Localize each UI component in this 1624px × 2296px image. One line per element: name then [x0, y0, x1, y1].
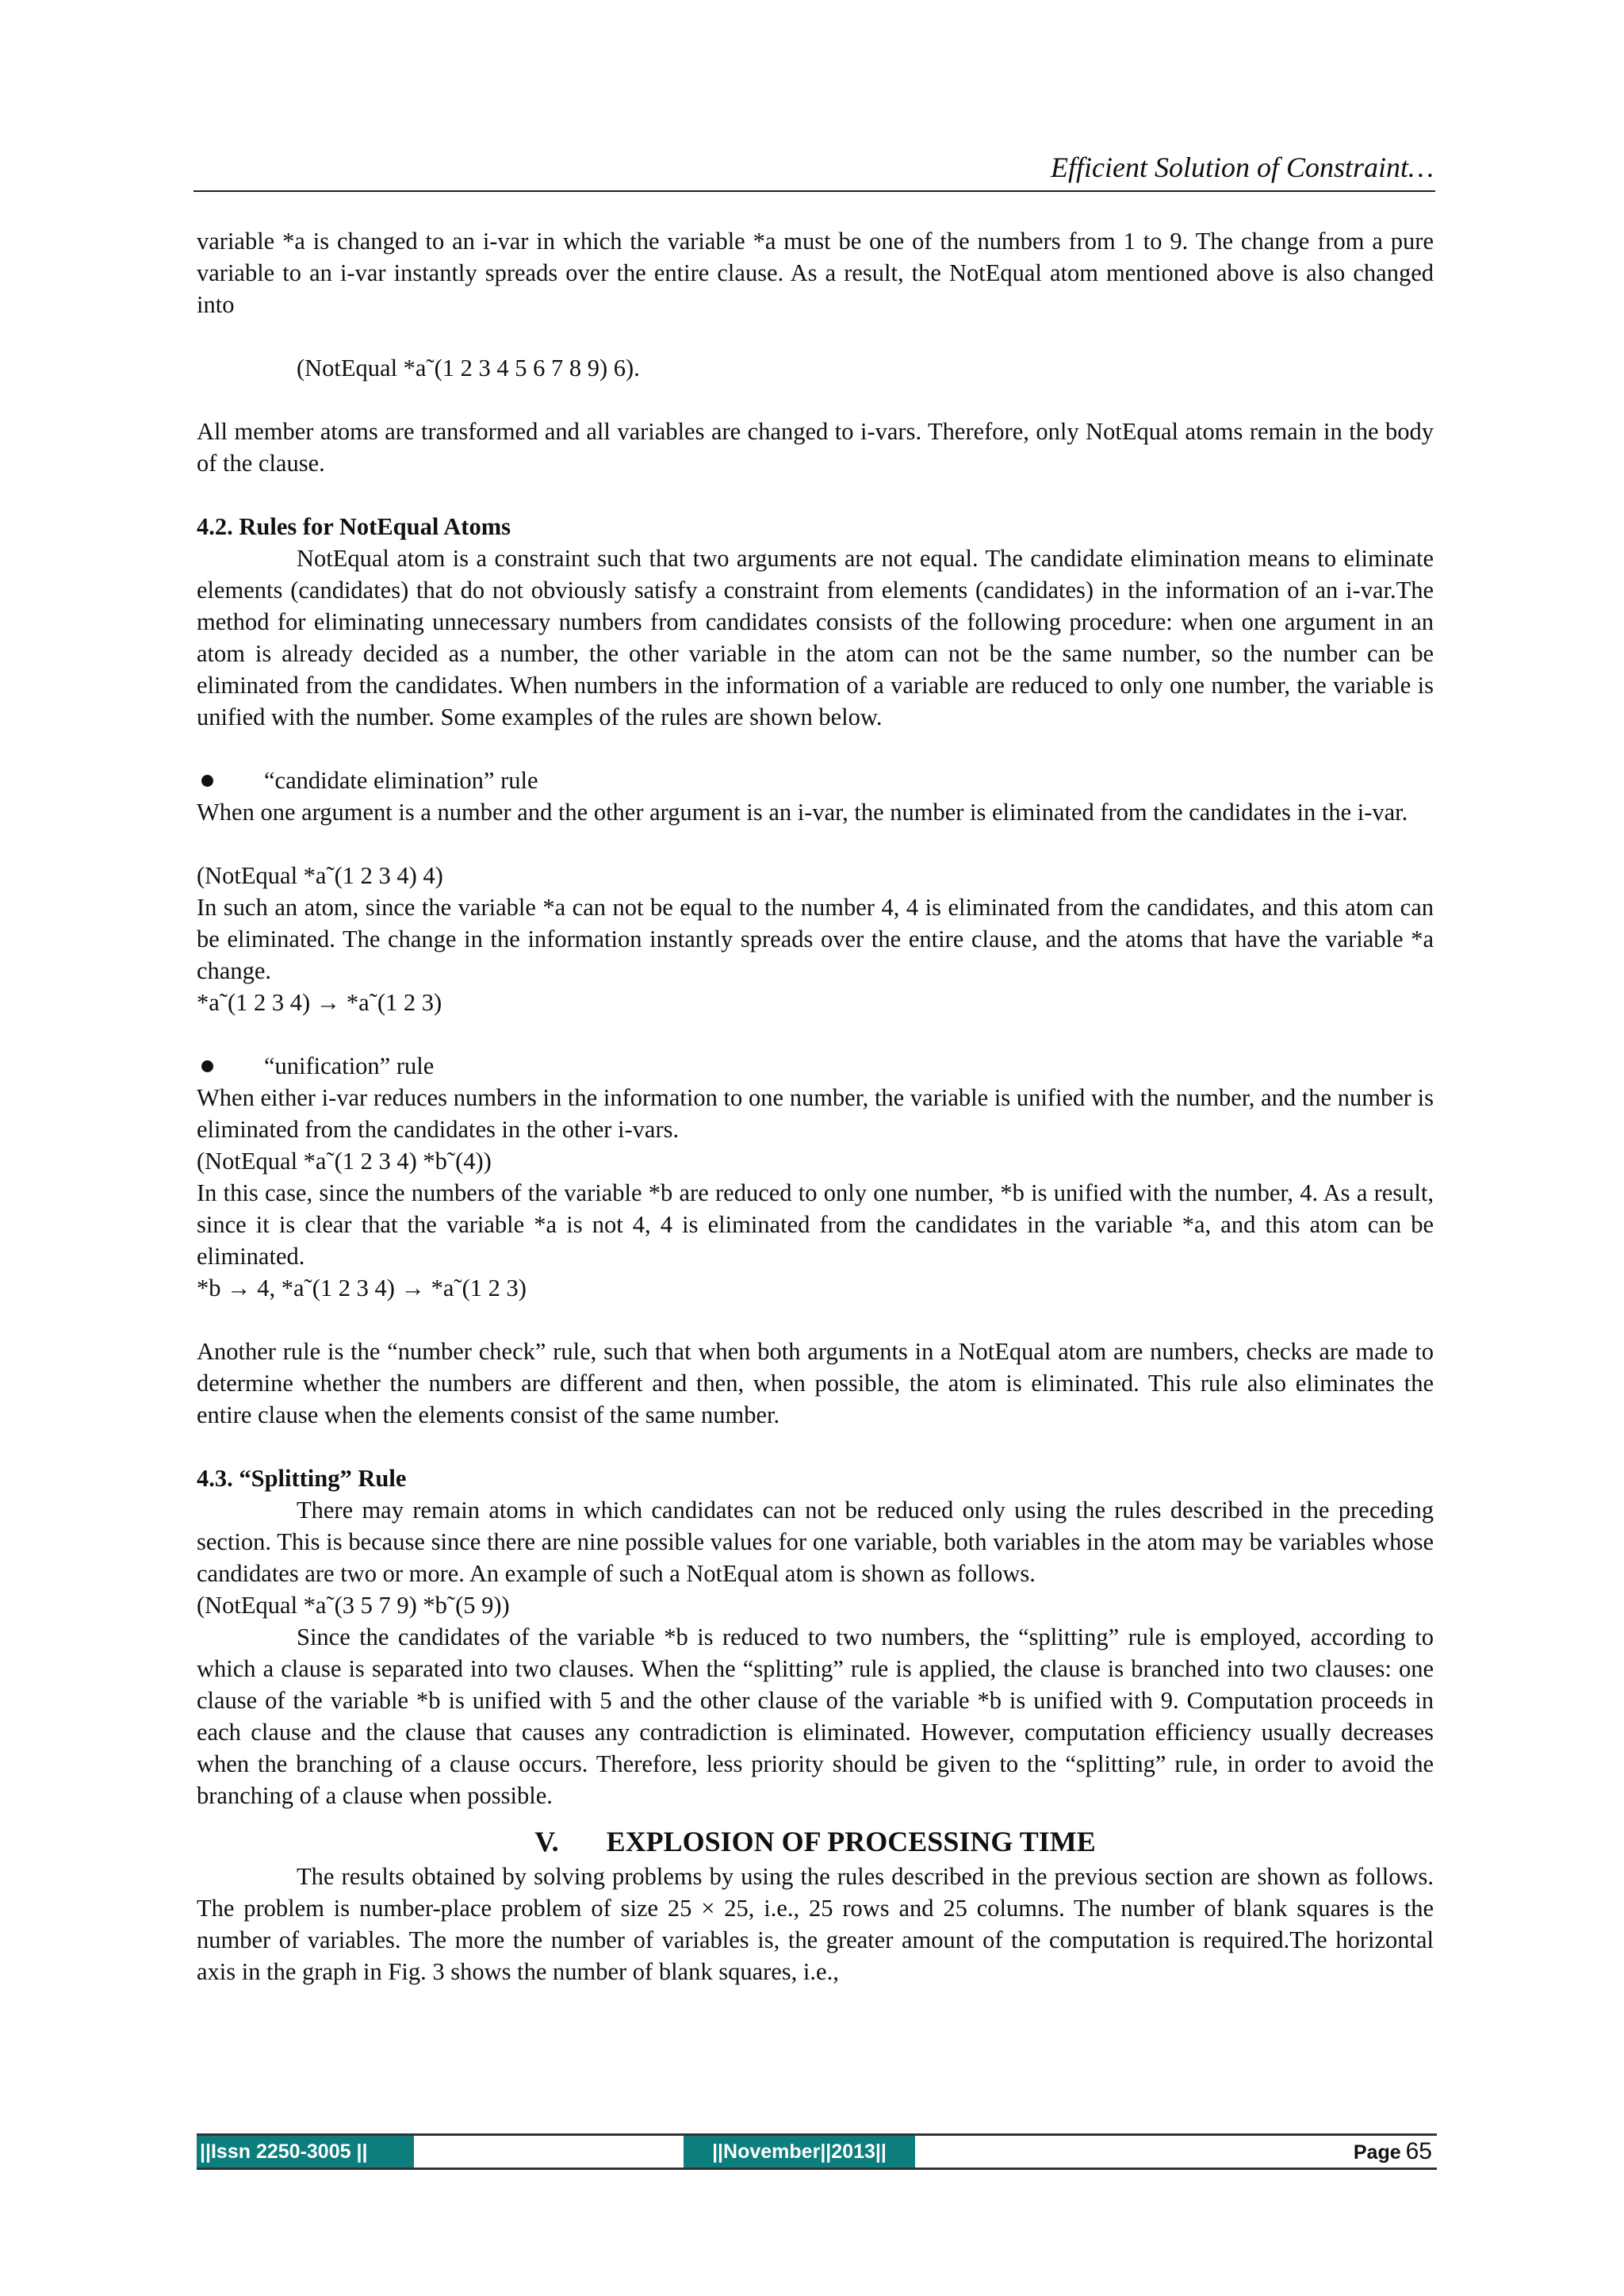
header-rule	[193, 190, 1435, 192]
bullet-label: “candidate elimination” rule	[264, 767, 538, 794]
paragraph: NotEqual atom is a constraint such that two arguments are not equal. The candidate elimination means to eliminate elements (candidates) that do not obviously satisfy a constraint from elements (candidates) in the information of an i-var.The method for eliminating unnecessary numbers from candidates consists of the following procedure: when one argument in an atom is already decided as a number, the other variable in the atom can not be the same number, so the number can be eliminated from the candidates. When numbers in the information of a variable are reduced to only one number, the variable is unified with the number. Some examples of the rules are shown below.	[197, 545, 1434, 730]
paragraph: Another rule is the “number check” rule, such that when both arguments in a NotEqual atom are numbers, checks are made to determine whether the numbers are different and then, when possible, the atom is eliminated. This rule also eliminates the entire clause when the elements consist of the same number.	[197, 1338, 1434, 1428]
bullet-item	[197, 1050, 1434, 1082]
bullet-item	[197, 765, 1434, 796]
paragraph: In this case, since the numbers of the variable *b are reduced to only one number, *b is unified with the number, 4. As a result, since it is clear that the variable *a is not 4, 4 is eliminated from the candidates in the variable *a, and this atom can be eliminated.	[197, 1179, 1434, 1270]
section-number: V.	[534, 1826, 559, 1857]
paragraph: variable *a is changed to an i-var in which the variable *a must be one of the numbers from 1 to 9. The change from a pure variable to an i-var instantly spreads over the entire clause. As a result, the NotEqual atom mentioned above is also changed into	[197, 228, 1434, 318]
bullet-icon	[201, 775, 213, 787]
body-text	[197, 225, 1434, 1987]
paragraph: When either i-var reduces numbers in the information to one number, the variable is unified with the number, and the number is eliminated from the candidates in the other i-vars.	[197, 1084, 1434, 1143]
subsection-heading-4-2: 4.2. Rules for NotEqual Atoms	[197, 513, 511, 540]
paragraph: In such an atom, since the variable *a can not be equal to the number 4, 4 is eliminated from the candidates, and this atom can be eliminated. The change in the information instantly spreads over the entire clause, and the atoms that have the variable *a change.	[197, 894, 1434, 984]
bullet-icon	[201, 1060, 213, 1072]
page-label: Page	[1353, 2141, 1401, 2164]
section-heading-5	[197, 1824, 1434, 1859]
page-number	[1354, 2138, 1437, 2165]
footer-issn: ||Issn 2250-3005 ||	[197, 2136, 414, 2168]
subsection-heading-4-3: 4.3. “Splitting” Rule	[197, 1465, 407, 1492]
formula: (NotEqual *a˜(1 2 3 4) *b˜(4))	[197, 1148, 492, 1175]
paragraph: Since the candidates of the variable *b is reduced to two numbers, the “splitting” rule is employed, according to which a clause is separated into two clauses. When the “splitting” rule is applied, the clause is branched into two clauses: one clause of the variable *b is unified with 5 and the other clause of the variable *b is unified with 9. Computation proceeds in each clause and the clause that causes any contradiction is eliminated. However, computation efficiency usually decreases when the branching of a clause occurs. Therefore, less priority should be given to the “splitting” rule, in order to avoid the branching of a clause when possible.	[197, 1623, 1434, 1809]
paragraph: The results obtained by solving problems by using the rules described in the previous section are shown as follows. The problem is number-place problem of size 25 × 25, i.e., 25 rows and 25 columns. The number of blank squares is the number of variables. The more the number of variables is, the greater amount of the computation is required.The horizontal axis in the graph in Fig. 3 shows the number of blank squares, i.e.,	[197, 1863, 1434, 1985]
bullet-label: “unification” rule	[264, 1052, 435, 1079]
page-number-value: 65	[1405, 2138, 1432, 2164]
running-title: Efficient Solution of Constraint…	[1050, 151, 1434, 183]
formula: (NotEqual *a˜(1 2 3 4 5 6 7 8 9) 6).	[297, 355, 640, 381]
paragraph: When one argument is a number and the other argument is an i-var, the number is eliminated from the candidates in the i-var.	[197, 799, 1408, 826]
section-title: EXPLOSION OF PROCESSING TIME	[606, 1826, 1096, 1857]
formula: (NotEqual *a˜(1 2 3 4) 4)	[197, 862, 443, 889]
formula: (NotEqual *a˜(3 5 7 9) *b˜(5 9))	[197, 1592, 510, 1619]
paragraph: All member atoms are transformed and all variables are changed to i-vars. Therefore, only NotEqual atoms remain in the body of the clause.	[197, 418, 1434, 477]
formula: *b → 4, *a˜(1 2 3 4) → *a˜(1 2 3)	[197, 1274, 527, 1301]
footer-date: ||November||2013||	[684, 2136, 915, 2168]
page-footer	[197, 2133, 1437, 2170]
paragraph: There may remain atoms in which candidates can not be reduced only using the rules described in the preceding section. This is because since there are nine possible values for one variable, both variables in the atom may be variables whose candidates are two or more. An example of such a NotEqual atom is shown as follows.	[197, 1497, 1434, 1587]
formula: *a˜(1 2 3 4) → *a˜(1 2 3)	[197, 989, 442, 1016]
